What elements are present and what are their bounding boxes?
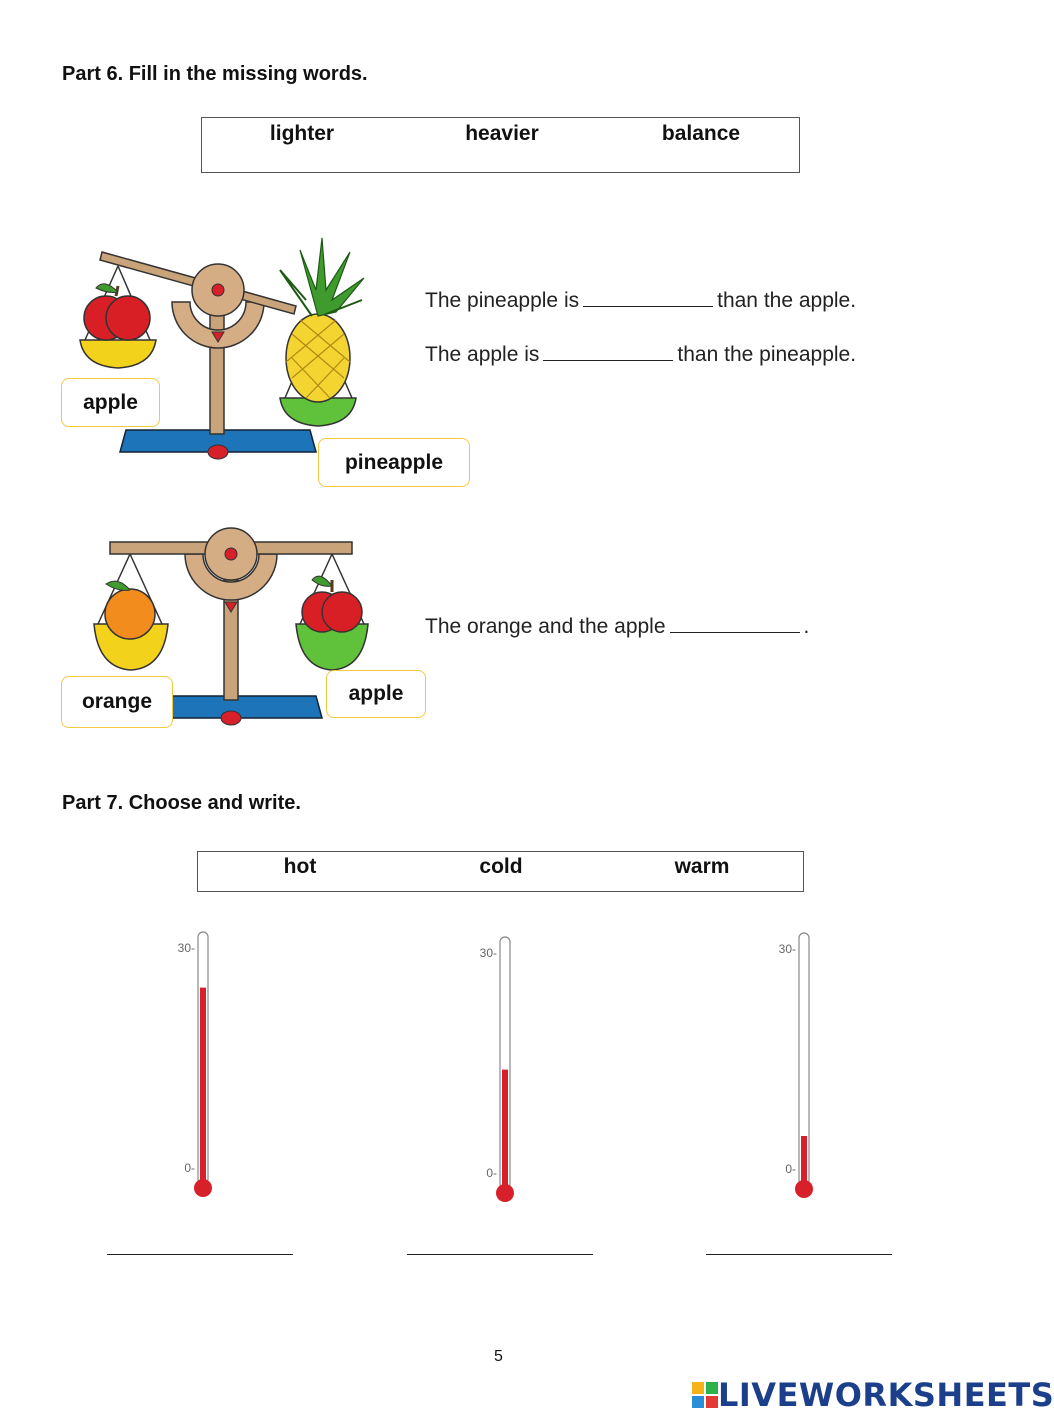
part7-word-bank — [197, 851, 804, 892]
sentence-part: than the pineapple. — [677, 343, 857, 366]
sentence-part: The orange and the apple — [425, 615, 666, 638]
sentence-part: than the apple. — [717, 289, 857, 312]
label-orange: orange — [61, 676, 173, 728]
thermometer-label-top: 30- — [177, 941, 195, 955]
page-number: 5 — [494, 1348, 503, 1365]
thermometer-mercury — [200, 988, 206, 1184]
part6-word-bank — [201, 117, 800, 173]
liveworksheets-logo-icon — [692, 1382, 718, 1408]
thermometer-label-bottom: 0- — [486, 1166, 497, 1180]
thermometer — [776, 929, 826, 1204]
label-apple: apple — [61, 378, 160, 427]
word-balance: balance — [661, 122, 741, 145]
sentence-apple — [425, 343, 856, 367]
thermometer-mercury — [502, 1070, 508, 1189]
thermometer-bulb — [496, 1184, 514, 1202]
word-lighter: lighter — [269, 122, 335, 145]
word-heavier: heavier — [465, 122, 539, 145]
thermometer-mercury — [801, 1136, 807, 1185]
brand-logo — [692, 1376, 1054, 1414]
answer-blank[interactable] — [670, 618, 800, 633]
answer-line[interactable] — [706, 1253, 892, 1255]
thermometer — [477, 933, 527, 1208]
word-warm: warm — [674, 855, 730, 878]
sentence-part: The apple is — [425, 343, 540, 366]
thermometer-bulb — [194, 1179, 212, 1197]
sentence-part: . — [803, 615, 810, 638]
label-apple-2: apple — [326, 670, 426, 718]
part7-heading: Part 7. Choose and write. — [62, 792, 301, 814]
thermometer-label-top: 30- — [778, 942, 796, 956]
label-pineapple: pineapple — [318, 438, 470, 487]
part6-heading: Part 6. Fill in the missing words. — [62, 63, 368, 85]
sentence-pineapple — [425, 289, 856, 313]
answer-blank[interactable] — [583, 292, 713, 307]
brand-name: LIVEWORKSHEETS — [718, 1376, 1054, 1414]
word-hot: hot — [283, 855, 317, 878]
sentence-part: The pineapple is — [425, 289, 580, 312]
sentence-orange-apple — [425, 615, 809, 639]
word-cold: cold — [479, 855, 523, 878]
thermometer-label-top: 30- — [479, 946, 497, 960]
thermometer-label-bottom: 0- — [785, 1162, 796, 1176]
thermometer — [175, 928, 225, 1203]
thermometer-label-bottom: 0- — [184, 1161, 195, 1175]
answer-line[interactable] — [107, 1253, 293, 1255]
answer-blank[interactable] — [543, 346, 673, 361]
thermometer-bulb — [795, 1180, 813, 1198]
answer-line[interactable] — [407, 1253, 593, 1255]
